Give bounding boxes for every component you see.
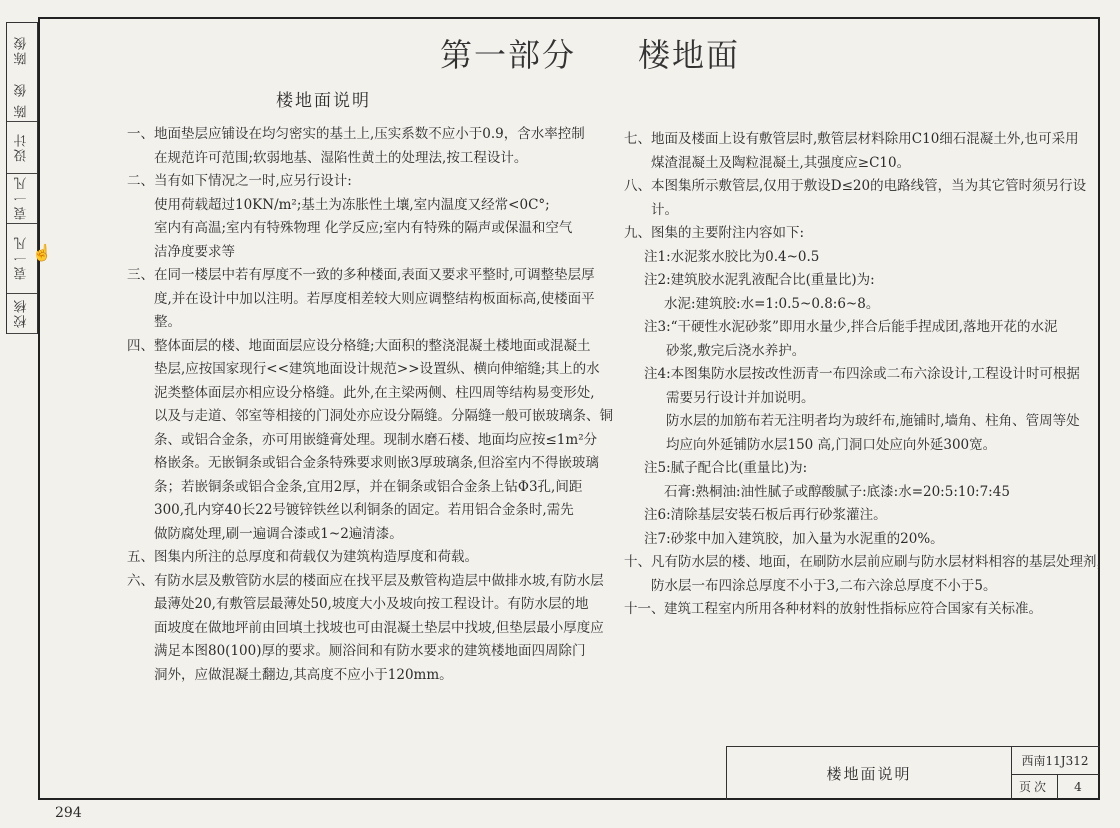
title-block <box>726 746 1100 800</box>
signature-strip <box>6 22 38 334</box>
note-3: 注3:“干硬性水泥砂浆”即用水量少,拌合后能手捏成团,落地开花的水泥 <box>644 319 1058 335</box>
clause-8: 八、 本图集所示敷管层,仅用于敷设D≤20的电路线管，当为其它管时须另行设 计。 <box>624 178 1087 218</box>
drawing-name: 楼地面说明 <box>727 747 1012 800</box>
section-subtitle: 楼地面说明 <box>276 91 371 111</box>
clause-4: 四、 整体面层的楼、地面面层应设分格缝;大面积的整浇混凝土楼地面或混凝土 垫层,应按国家现行<<建筑地面设计规范>>设置纵、横向伸缩缝;其上的水 泥类整体面层亦相应设分格缝。此外,在主梁两侧、柱四周等结构易变形处, 以及与走道、邻室等相接的门洞处亦应设分隔缝。分隔缝一般可嵌玻璃条、铜 条、或铝合金条，亦可用嵌缝膏处理。现制水磨石楼、地面均应按≤1m²分 格嵌条。无嵌铜条或铝合金条特殊要求则嵌3厚玻璃条,但浴室内不得嵌玻璃 条；若嵌铜条或铝合金条,宜用2厚，并在铜条或铝合金条上钻Φ3孔,间距 300,孔内穿40长22号镀锌铁丝以利铜条的固定。若用铝合金条时,需先 做防腐处理,刷一遍调合漆或1~2遍清漆。 <box>127 337 613 542</box>
clause-2: 二、 当有如下情况之一时,应另行设计: 使用荷载超过10KN/m²;基土为冻胀性土壤,室内温度又经常<0C°; 室内有高温;室内有特殊物理 化学反应;室内有特殊的隔声或保温和空气 洁净度要求等 <box>127 173 573 260</box>
part-label: 第一部分 <box>439 36 576 74</box>
hand-pointer-icon: ☝ <box>32 243 52 262</box>
designer-name: 袁一凡 <box>7 223 37 294</box>
note-2: 注2:建筑胶水泥乳液配合比(重量比)为: <box>644 272 875 288</box>
right-column <box>624 128 1110 622</box>
notes-list: 注1:水泥浆水胶比为0.4~0.5 注2:建筑胶水泥乳液配合比(重量比)为: 水泥:建筑胶:水=1:0.5~0.8:6~8。 注3:“干硬性水泥砂浆”即用水量少,拌合后能手捏成团,落地开花的水泥 砂浆,敷完后浇水养护。 注4:本图集防水层按改性沥青一布四涂或二布六涂设计,工程设计时可根据 需要另行设计并加说明。 防水层的加筋布若无注明者均为玻纤布,施铺时,墙角、柱角、管周等处 均应向外延铺防水层150 高,门洞口处应向外延300宽。 注5:腻子配合比(重量比)为: 石膏:熟桐油:油性腻子或醇酸腻子:底漆:水=20:5:10:7:45 注6:清除基层安装石板后再行砂浆灌注。 注7:砂浆中加入建筑胶，加入量为水泥重的20%。 <box>624 246 1074 552</box>
checker-name: 陈 俊 <box>7 78 37 122</box>
page-number: 4 <box>1074 779 1082 794</box>
page-title <box>380 30 800 76</box>
clause-5: 五、 图集内所注的总厚度和荷载仅为建筑构造厚度和荷载。 <box>127 549 478 565</box>
atlas-code: 西南11J312 <box>1011 747 1099 775</box>
part-name: 楼地面 <box>638 36 741 74</box>
page-label: 页次 <box>1011 774 1058 799</box>
note-6: 注6:清除基层安装石板后再行砂浆灌注。 <box>644 507 887 523</box>
clause-10: 十、 凡有防水层的楼、地面，在刷防水层前应刷与防水层材料相容的基层处理剂， 防水层一布四涂总厚度不小于3,二布六涂总厚度不小于5。 <box>624 554 1110 594</box>
clause-1: 一、 地面垫层应铺设在均匀密实的基土上,压实系数不应小于0.9，含水率控制 在规范许可范围;软弱地基、湿陷性黄土的处理法,按工程设计。 <box>127 126 585 166</box>
note-7: 注7:砂浆中加入建筑胶，加入量为水泥重的20%。 <box>644 530 944 547</box>
clause-9: 九、 图集的主要附注内容如下: <box>624 225 805 241</box>
clause-11: 十一、 建筑工程室内所用各种材料的放射性指标应符合国家有关标准。 <box>624 601 1042 617</box>
note-4: 注4:本图集防水层按改性沥青一布四涂或二布六涂设计,工程设计时可根据 <box>644 366 1080 382</box>
note-5: 注5:腻子配合比(重量比)为: <box>644 460 808 476</box>
designer-signature: 袁一凡 <box>7 173 37 224</box>
clause-7: 七、 地面及楼面上设有敷管层时,敷管层材料除用C10细石混凝土外,也可采用 煤渣混凝土及陶粒混凝土,其强度应≥C10。 <box>624 131 1079 171</box>
checker-signature: 陈俊 <box>14 35 30 66</box>
note-1: 注1:水泥浆水胶比为0.4~0.5 <box>644 248 820 265</box>
clause-3: 三、 在同一楼层中若有厚度不一致的多种楼面,表面又要求平整时,可调整垫层厚 度,并在设计中加以注明。若厚度相差较大则应调整结构板面标高,使楼面平 整。 <box>127 267 595 330</box>
left-column <box>127 123 613 687</box>
design-label: 设计 <box>7 121 37 174</box>
book-page-number: 294 <box>55 805 82 821</box>
review-label: 校核 <box>7 293 37 334</box>
clause-6: 六、 有防水层及敷管防水层的楼面应在找平层及敷管构造层中做排水坡,有防水层 最薄处20,有敷管层最薄处50,坡度大小及坡向按工程设计。有防水层的地 面坡度在做地坪前由回填土找坡也可由混凝土垫层中找坡,但垫层最小厚度应 满足本图80(100)厚的要求。厕浴间和有防水要求的建筑楼地面四周除门 洞外，应做混凝土翻边,其高度不应小于120mm。 <box>127 572 604 683</box>
